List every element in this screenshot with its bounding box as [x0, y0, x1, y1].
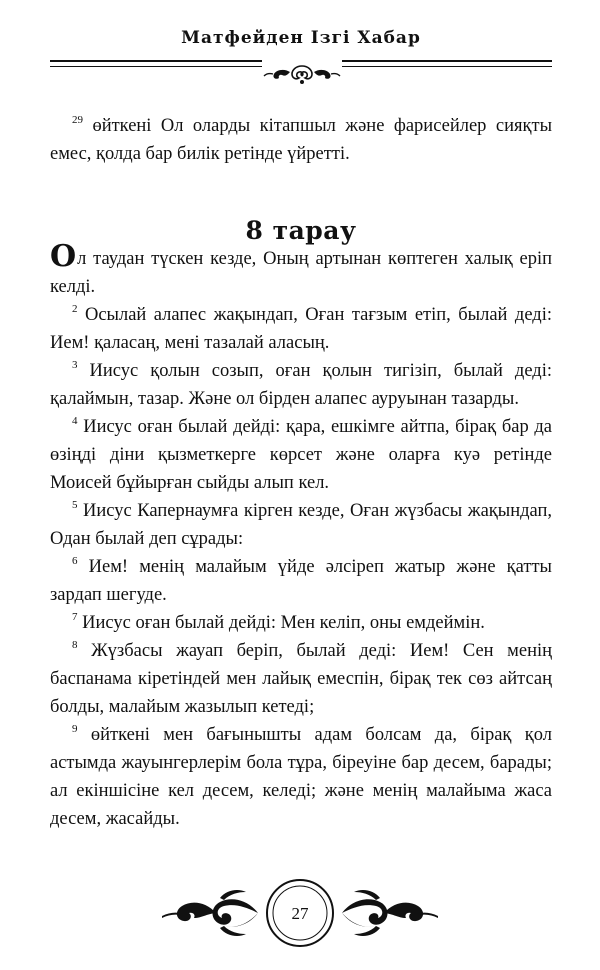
verse-number: 2: [72, 302, 78, 315]
verse-text: Иисус қолын созып, оған қолын тигізіп, былай деді: қалаймын, тазар. Және ол бірден алапес ауруынан тазарды.: [50, 361, 553, 409]
chapter-body: [50, 239, 553, 833]
verse-text: л таудан түскен кезде, Оның артынан көптеген халық еріп келді.: [50, 249, 552, 297]
verse-7: [50, 609, 552, 637]
verse-text: Иисус Капернаумға кірген кезде, Оған жүзбасы жақындап, Одан былай деп сұрады:: [50, 501, 552, 549]
verse-number: 8: [72, 638, 78, 651]
verse-6: [50, 553, 552, 609]
drop-cap: О: [50, 239, 77, 274]
footer-ornament: [160, 878, 440, 948]
verse-text: Осылай алапес жақындап, Оған тағзым етіп, былай деді: Ием! қаласаң, мені тазалай аласың.: [50, 305, 552, 353]
header-ornament-icon: [262, 60, 342, 90]
verse-9: [50, 721, 552, 833]
verse-29: [50, 112, 552, 168]
verse-number: 6: [72, 554, 78, 567]
verse-1: [50, 239, 552, 301]
verse-4: [50, 413, 552, 497]
verse-text: Ием! менің малайым үйде әлсіреп жатыр және қатты зардап шегуде.: [50, 557, 552, 605]
verse-text: Иисус оған былай дейді: қара, ешкімге айтпа, бірақ бар да өзіңді діни қызметкерге көрсет және оларға куә ретінде Моисей бұйырған сыйды алып кел.: [50, 417, 553, 493]
verse-text: Жүзбасы жауап беріп, былай деді: Ием! Сен менің баспанама кіретіндей мен лайық емеспін, бірақ тек сөз айтсаң болды, малайым жазылып кетеді;: [50, 641, 553, 717]
verse-number: 9: [72, 722, 78, 735]
verse-2: [50, 301, 552, 357]
verse-number: 7: [72, 610, 78, 623]
verse-text: Иисус оған былай дейді: Мен келіп, оны емдеймін.: [82, 613, 485, 633]
page-number: 27: [291, 904, 309, 923]
footer-right-flourish-icon: [342, 890, 438, 936]
verse-3: [50, 357, 552, 413]
verse-text: өйткені Ол оларды кітапшыл және фарисейлер сияқты емес, қолда бар билік ретінде үйретті.: [50, 116, 552, 164]
verse-5: [50, 497, 552, 553]
verse-text: өйткені мен бағынышты адам болсам да, бірақ қол астымда жауынгерлерім бола тұра, біреуіне бар десем, барады; ал екіншісіне кел десем, келеді; және менің малайыма жаса десем, жасайды.: [50, 725, 553, 829]
verse-number: 29: [72, 113, 83, 126]
verse-number: 4: [72, 414, 78, 427]
verse-number: 3: [72, 358, 78, 371]
verse-number: 5: [72, 498, 78, 511]
running-header: Матфейден Ізгі Хабар: [181, 28, 421, 48]
chapter-title: 8 тарау: [245, 216, 357, 245]
footer-left-flourish-icon: [162, 890, 258, 936]
verse-8: [50, 637, 552, 721]
previous-chapter-ending: [50, 112, 552, 168]
